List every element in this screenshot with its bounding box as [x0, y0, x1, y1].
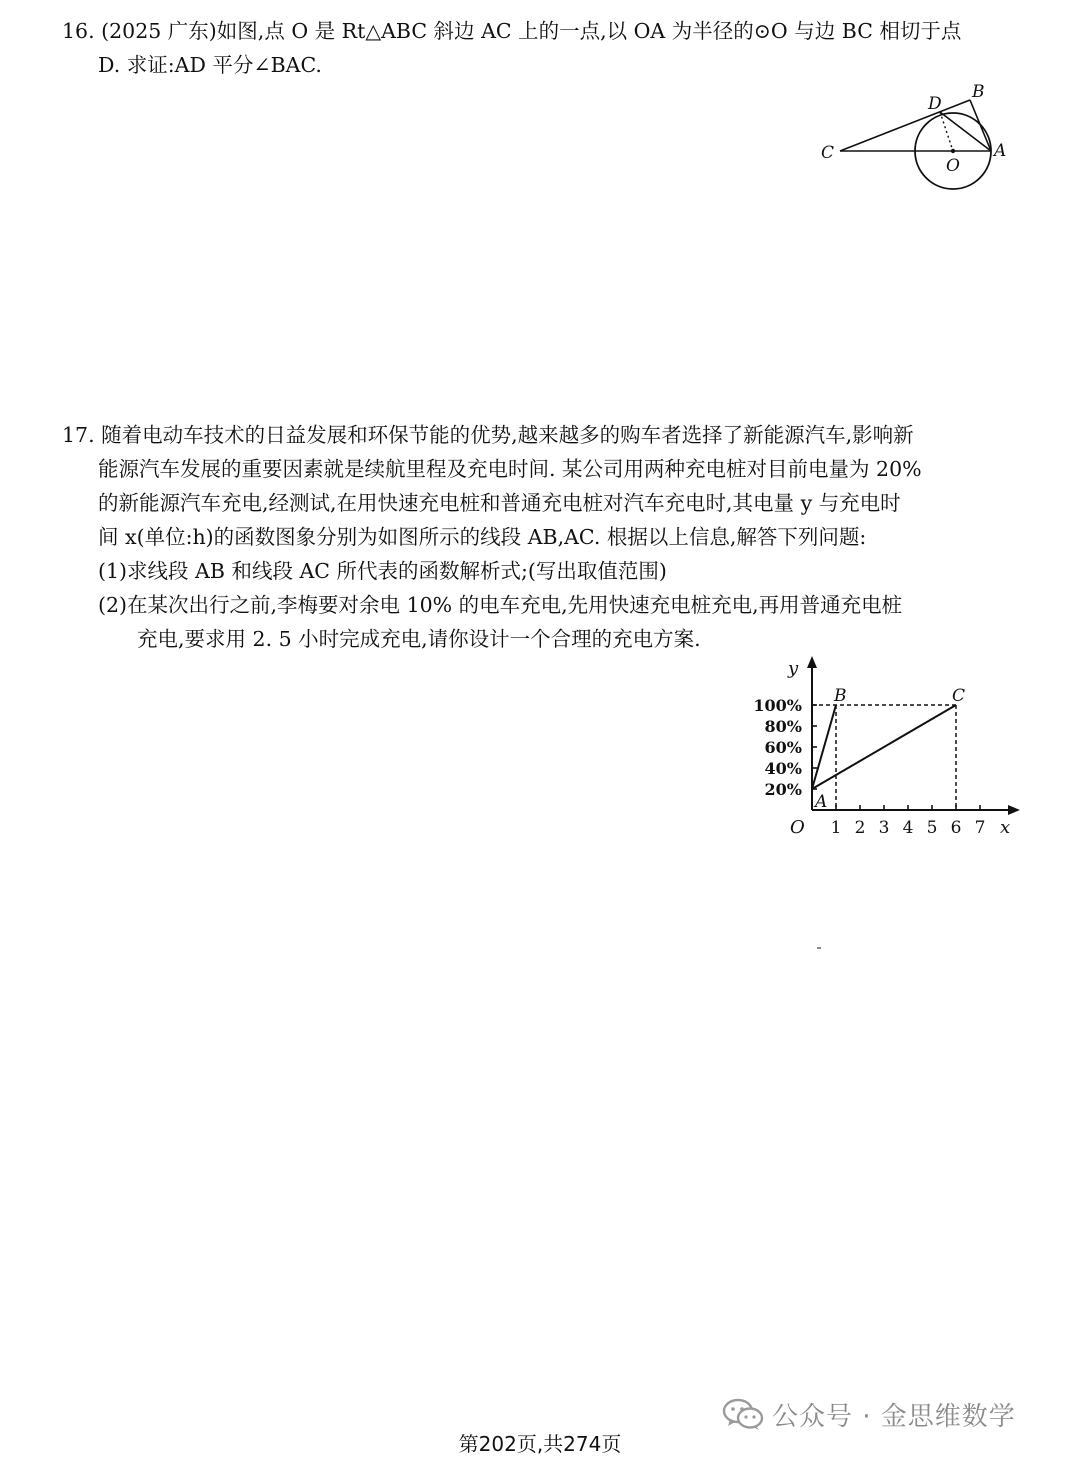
y-tick-label: 60% [764, 738, 802, 757]
label-o: O [946, 156, 960, 176]
y-tick-label: 20% [764, 780, 802, 799]
x-tick-label: 4 [902, 818, 914, 838]
q17-part-2-line-1: (2)在某次出行之前,李梅要对余电 10% 的电车充电,先用快速充电桩充电,再用普通充电桩 [98, 593, 903, 617]
x-tick-label: 2 [854, 818, 866, 838]
guide-lines [812, 705, 956, 810]
q17-line-1: 17. 随着电动车技术的日益发展和环保节能的优势,越来越多的购车者选择了新能源汽车,影响新 [62, 423, 914, 447]
q16-line-2: D. 求证:AD 平分∠BAC. [98, 53, 322, 77]
label-b: B [972, 82, 985, 102]
scan-speck [817, 947, 821, 949]
x-tick-label: 7 [974, 818, 986, 838]
origin-label: O [790, 817, 805, 838]
y-tick-label: 40% [764, 759, 802, 778]
center-point [951, 149, 955, 153]
y-axis-arrow [807, 656, 817, 668]
label-d: D [928, 94, 942, 114]
q17-part-1: (1)求线段 AB 和线段 AC 所代表的函数解析式;(写出取值范围) [98, 559, 667, 583]
x-tick-label: 6 [950, 818, 962, 838]
point-label-c: C [952, 686, 966, 706]
x-tick-label: 5 [926, 818, 938, 838]
axes [807, 656, 1020, 815]
q17-line-4: 间 x(单位:h)的函数图象分别为如图所示的线段 AB,AC. 根据以上信息,解答下列问题: [98, 525, 867, 549]
wechat-icon [722, 1397, 764, 1431]
q16-line-1: 16. (2025 广东)如图,点 O 是 Rt△ABC 斜边 AC 上的一点,以 OA 为半径的⊙O 与边 BC 相切于点 [62, 19, 962, 43]
x-axis-label: x [1000, 817, 1011, 838]
point-label-b: B [834, 686, 847, 706]
question-16 [62, 14, 1022, 82]
y-tick-group [753, 696, 817, 799]
label-c: C [821, 143, 835, 163]
segment-cb [840, 100, 970, 151]
label-a: A [994, 141, 1007, 161]
x-tick-label: 1 [830, 818, 842, 838]
question-17 [62, 418, 1022, 656]
q17-part-2-line-2: 充电,要求用 2. 5 小时完成充电,请你设计一个合理的充电方案. [137, 627, 701, 651]
q17-line-2: 能源汽车发展的重要因素就是续航里程及充电时间. 某公司用两种充电桩对目前电量为 20% [98, 457, 922, 481]
page-footer: 第202页,共274页 [458, 1432, 622, 1456]
x-axis-arrow [1008, 805, 1020, 815]
x-tick-label: 3 [878, 818, 890, 838]
y-axis-label: y [788, 658, 799, 679]
watermark-text: 公众号 · 金思维数学 [772, 1401, 1016, 1432]
geometry-figure [810, 78, 1020, 200]
series-lines [812, 705, 956, 789]
q17-line-3: 的新能源汽车充电,经测试,在用快速充电桩和普通充电桩对汽车充电时,其电量 y 与充电时 [98, 491, 901, 515]
y-tick-label: 100% [753, 696, 802, 715]
y-tick-label: 80% [764, 717, 802, 736]
series-line-ac [812, 705, 956, 789]
charging-chart [744, 650, 1026, 850]
point-label-a: A [815, 792, 828, 812]
